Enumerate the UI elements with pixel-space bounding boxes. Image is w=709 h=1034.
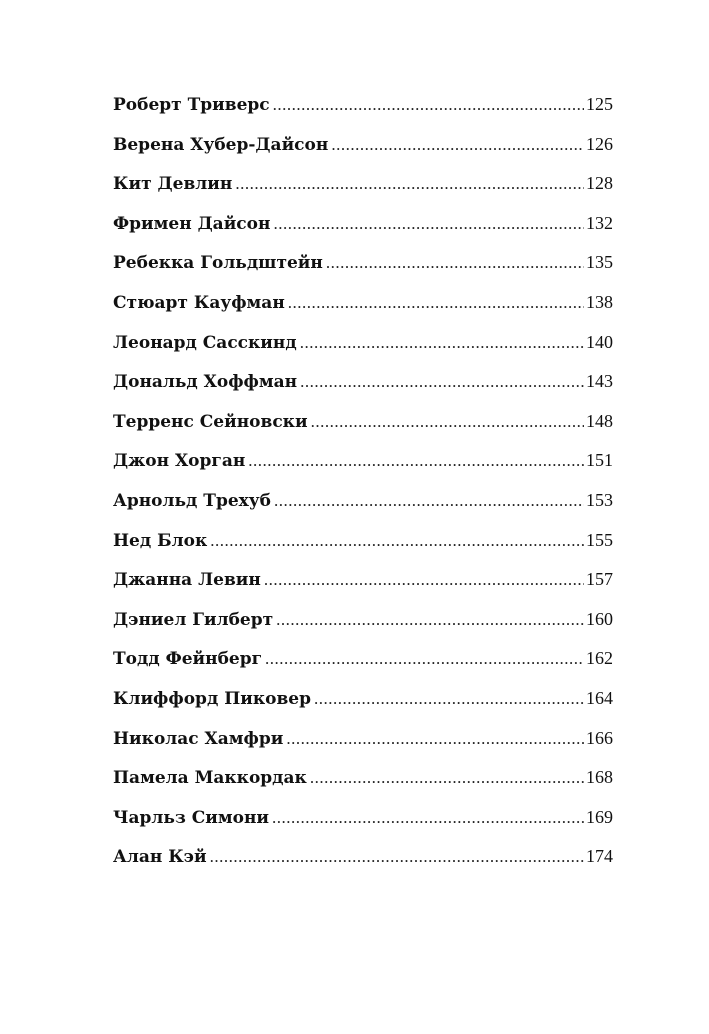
toc-entry-page: 138 — [586, 291, 613, 312]
toc-entry-page: 166 — [586, 727, 613, 748]
toc-entry-page: 164 — [586, 687, 613, 708]
toc-entry-page: 160 — [586, 608, 613, 629]
toc-dot-leader — [210, 847, 584, 867]
toc-entry-page: 162 — [586, 648, 613, 669]
toc-dot-leader — [326, 253, 584, 273]
toc-entry-name: Стюарт Кауфман — [113, 292, 285, 313]
toc-entry-name: Джон Хорган — [113, 451, 246, 472]
toc-dot-leader — [331, 135, 584, 155]
toc-entry[interactable] — [113, 411, 613, 451]
toc-dot-leader — [272, 808, 584, 828]
toc-entry[interactable] — [113, 173, 613, 213]
table-of-contents — [113, 94, 613, 886]
toc-dot-leader — [273, 214, 584, 234]
toc-entry-name: Дональд Хоффман — [113, 372, 298, 393]
toc-entry[interactable] — [113, 94, 613, 134]
toc-entry-page: 155 — [586, 529, 613, 550]
toc-dot-leader — [288, 293, 584, 313]
toc-entry-page: 153 — [586, 489, 613, 510]
toc-entry-page: 169 — [586, 806, 613, 827]
toc-entry[interactable] — [113, 332, 613, 372]
toc-entry[interactable] — [113, 134, 613, 174]
toc-entry[interactable] — [113, 807, 613, 847]
toc-dot-leader — [248, 451, 584, 471]
toc-entry-name: Памела Маккордак — [113, 768, 307, 789]
toc-entry-page: 126 — [586, 133, 613, 154]
toc-entry-name: Фримен Дайсон — [113, 213, 271, 234]
toc-entry-page: 174 — [586, 846, 613, 867]
toc-entry-name: Кит Девлин — [113, 174, 233, 195]
toc-dot-leader — [264, 570, 584, 590]
toc-entry[interactable] — [113, 490, 613, 530]
toc-entry-page: 128 — [586, 173, 613, 194]
toc-entry-page: 151 — [586, 450, 613, 471]
toc-entry-name: Дэниел Гилберт — [113, 609, 274, 630]
toc-dot-leader — [274, 491, 584, 511]
toc-entry[interactable] — [113, 728, 613, 768]
toc-entry-name: Ребекка Гольдштейн — [113, 253, 323, 274]
toc-entry-page: 125 — [586, 94, 613, 114]
toc-entry-name: Алан Кэй — [113, 847, 207, 868]
toc-dot-leader — [310, 768, 584, 788]
toc-dot-leader — [300, 333, 584, 353]
toc-entry-name: Роберт Триверс — [113, 95, 270, 115]
toc-entry[interactable] — [113, 609, 613, 649]
toc-entry[interactable] — [113, 292, 613, 332]
toc-entry-name: Леонард Сасскинд — [113, 332, 297, 353]
toc-dot-leader — [265, 649, 584, 669]
toc-entry-page: 143 — [586, 371, 613, 392]
toc-entry[interactable] — [113, 569, 613, 609]
toc-dot-leader — [276, 610, 584, 630]
toc-dot-leader — [311, 412, 584, 432]
toc-dot-leader — [300, 372, 584, 392]
toc-entry-page: 135 — [586, 252, 613, 273]
toc-entry-page: 168 — [586, 767, 613, 788]
toc-entry[interactable] — [113, 688, 613, 728]
toc-dot-leader — [210, 531, 584, 551]
toc-entry[interactable] — [113, 213, 613, 253]
toc-entry-name: Терренс Сейновски — [113, 411, 308, 432]
toc-entry-page: 140 — [586, 331, 613, 352]
toc-entry[interactable] — [113, 450, 613, 490]
toc-entry-name: Чарльз Симони — [113, 807, 270, 828]
toc-entry-page: 148 — [586, 410, 613, 431]
toc-dot-leader — [314, 689, 584, 709]
toc-entry-name: Николас Хамфри — [113, 728, 284, 749]
toc-dot-leader — [273, 95, 584, 115]
toc-entry-name: Тодд Фейнберг — [113, 649, 263, 670]
toc-entry-name: Джанна Левин — [113, 570, 261, 591]
toc-entry-page: 157 — [586, 569, 613, 590]
toc-entry[interactable] — [113, 648, 613, 688]
toc-entry-name: Нед Блок — [113, 530, 208, 551]
toc-entry[interactable] — [113, 371, 613, 411]
toc-entry-name: Клиффорд Пиковер — [113, 688, 311, 709]
toc-entry[interactable] — [113, 252, 613, 292]
toc-dot-leader — [286, 729, 584, 749]
toc-entry-page: 132 — [586, 212, 613, 233]
toc-entry[interactable] — [113, 530, 613, 570]
toc-entry[interactable] — [113, 846, 613, 886]
toc-dot-leader — [235, 174, 584, 194]
toc-entry[interactable] — [113, 767, 613, 807]
toc-entry-name: Арнольд Трехуб — [113, 490, 271, 511]
toc-entry-name: Верена Хубер-Дайсон — [113, 134, 329, 155]
